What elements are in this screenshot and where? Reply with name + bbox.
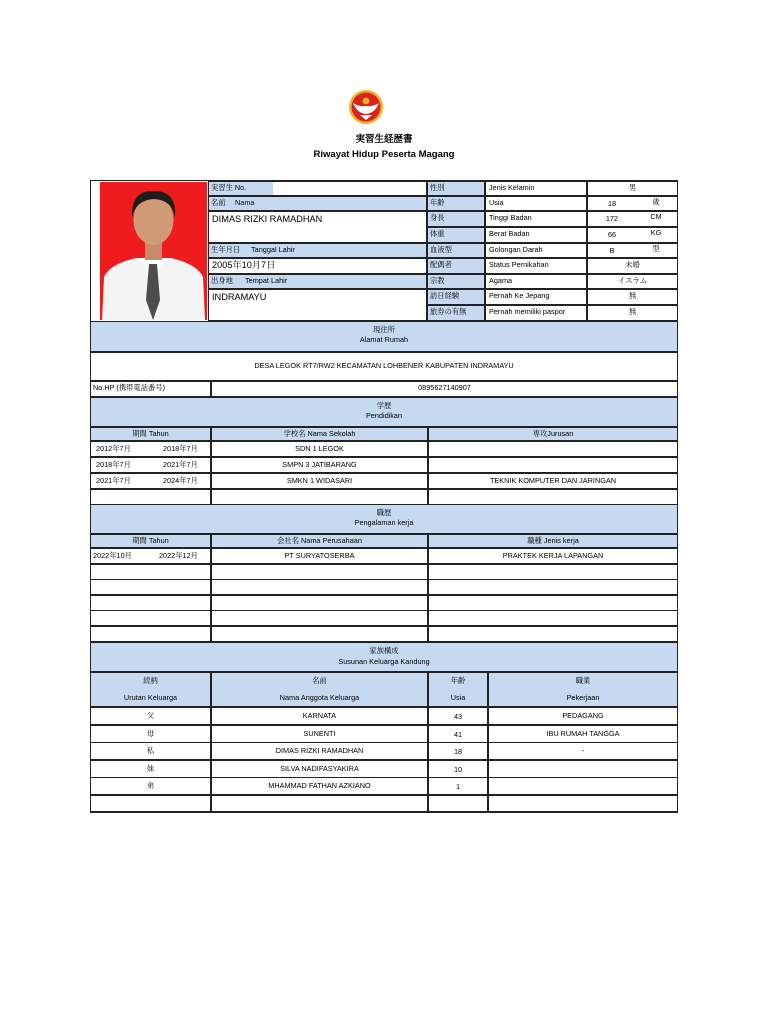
document-title-japanese: 実習生経歴書 <box>355 134 413 145</box>
work-col-company-label: 会社名 Nama Perusahaan <box>277 536 362 545</box>
education-school: SDN 1 LEGOK <box>295 444 344 453</box>
family-name-cell <box>211 795 428 813</box>
work-heading-id: Pengalaman kerja <box>354 518 414 527</box>
attribute-label-id: Tinggi Badan <box>489 213 532 222</box>
phone-value: 0895627140907 <box>418 383 471 392</box>
birthplace-value-cell <box>208 289 427 321</box>
attribute-label-jp: 性別 <box>430 183 445 192</box>
birthplace-label-id: Tempat Lahir <box>245 276 288 285</box>
attribute-label-id-cell <box>485 289 587 305</box>
address-heading <box>90 321 678 352</box>
attribute-label-id-cell <box>485 258 587 274</box>
attribute-label-id-cell <box>485 243 587 258</box>
attribute-label-id-cell <box>485 196 587 211</box>
family-member-name: KARNATA <box>302 711 337 720</box>
education-major-cell <box>428 489 678 505</box>
attribute-label-id: Status Pernikahan <box>489 260 549 269</box>
family-member-name: MHAMMAD FATHAN AZKIANO <box>268 781 371 790</box>
family-name-cell <box>211 742 428 760</box>
education-major-cell <box>428 441 678 457</box>
document-title-indonesian: Riwayat Hidup Peserta Magang <box>313 149 455 160</box>
work-heading <box>90 504 678 534</box>
family-relation-cell <box>90 777 211 795</box>
work-company: PT SURYATOSERBA <box>284 551 355 560</box>
family-col-job-id: Pekerjaan <box>566 693 600 702</box>
family-relation-cell <box>90 795 211 813</box>
family-name-cell <box>211 707 428 725</box>
family-member-age: 1 <box>455 782 461 791</box>
attribute-value: イスラム <box>617 276 648 285</box>
person-portrait-icon <box>100 182 207 320</box>
attribute-label-jp-cell <box>427 227 485 243</box>
family-member-age: 43 <box>453 712 463 721</box>
phone-label-cell <box>90 381 211 397</box>
family-col-name <box>211 672 428 707</box>
education-col-period-label: 期間 Tahun <box>132 429 169 438</box>
work-job-cell <box>428 610 678 626</box>
family-member-age: 18 <box>453 747 463 756</box>
family-member-job: PEDAGANG <box>562 711 604 720</box>
attribute-value-cell <box>587 211 678 227</box>
family-col-age <box>428 672 488 707</box>
family-name-cell <box>211 760 428 778</box>
address-heading-jp: 現住所 <box>373 325 395 334</box>
attribute-value: 無 <box>628 291 637 300</box>
family-relation: 弟 <box>146 781 155 790</box>
attribute-value: 172 <box>605 214 619 223</box>
attribute-label-jp-cell <box>427 274 485 289</box>
attribute-label-id: Golongan Darah <box>489 245 543 254</box>
family-job-cell <box>488 725 678 743</box>
family-col-name-id: Nama Anggota Keluarga <box>279 693 360 702</box>
family-col-name-jp: 名前 <box>312 676 327 685</box>
attribute-value-cell <box>587 289 678 305</box>
attribute-value: 無 <box>628 307 637 316</box>
work-job-cell <box>428 579 678 595</box>
education-start: 2018年7月 <box>96 460 131 469</box>
attribute-label-id: Usia <box>489 198 504 207</box>
education-start: 2012年7月 <box>96 444 131 453</box>
birthplace-label-jp: 出身地 <box>211 276 233 285</box>
family-relation: 父 <box>146 711 155 720</box>
family-col-age-id: Usia <box>450 693 466 702</box>
family-name-cell <box>211 777 428 795</box>
family-member-job: IBU RUMAH TANGGA <box>546 728 620 738</box>
family-relation-cell <box>90 707 211 725</box>
family-age-cell <box>428 725 488 743</box>
education-school: SMPN 3 JATIBARANG <box>282 460 357 469</box>
education-period-cell <box>90 473 211 489</box>
education-col-school-label: 学校名 Nama Sekolah <box>283 429 356 438</box>
attribute-value: 男 <box>628 183 637 192</box>
education-major-cell <box>428 473 678 489</box>
work-period-cell <box>90 595 211 611</box>
family-col-relation <box>90 672 211 707</box>
work-company-cell <box>211 579 428 595</box>
family-age-cell <box>428 777 488 795</box>
work-period-cell <box>90 579 211 595</box>
name-label-row <box>208 196 427 211</box>
attribute-label-jp-cell <box>427 181 485 196</box>
family-job-cell <box>488 777 678 795</box>
attribute-label-jp: 体重 <box>430 229 445 238</box>
attribute-value-cell <box>587 181 678 196</box>
education-school-cell <box>211 441 428 457</box>
attribute-value: B <box>609 246 615 255</box>
family-relation: 母 <box>146 728 155 738</box>
work-period-cell <box>90 610 211 626</box>
family-member-age: 41 <box>453 729 463 739</box>
attribute-value: 18 <box>607 199 617 208</box>
attribute-unit: CM <box>650 212 662 221</box>
family-age-cell <box>428 760 488 778</box>
education-heading-id: Pendidikan <box>365 411 403 420</box>
work-start: 2022年10月 <box>93 551 132 560</box>
work-job-cell <box>428 564 678 580</box>
birthplace-value: INDRAMAYU <box>212 292 267 302</box>
attribute-label-jp-cell <box>427 196 485 211</box>
family-relation-cell <box>90 742 211 760</box>
dob-value-cell <box>208 258 427 274</box>
attribute-label-id: Agama <box>489 276 513 285</box>
family-col-relation-id: Urutan Keluarga <box>123 693 178 702</box>
family-member-job: - <box>581 746 585 755</box>
work-company-cell <box>211 548 428 564</box>
work-col-job <box>428 534 678 548</box>
name-label-id: Nama <box>235 198 255 207</box>
attribute-label-id: Pernah Ke Jepang <box>489 291 550 300</box>
education-school: SMKN 1 WIDASARI <box>286 476 353 485</box>
work-company-cell <box>211 626 428 642</box>
attribute-label-jp: 宗教 <box>430 276 445 285</box>
education-heading <box>90 397 678 427</box>
attribute-value: 66 <box>607 230 617 239</box>
work-end: 2022年12月 <box>159 551 198 560</box>
work-col-company <box>211 534 428 548</box>
phone-value-cell <box>211 381 678 397</box>
name-value: DIMAS RIZKI RAMADHAN <box>212 214 323 224</box>
work-heading-jp: 職歴 <box>376 508 392 517</box>
education-heading-jp: 学歴 <box>376 401 392 410</box>
family-col-job-jp: 職業 <box>575 676 591 685</box>
work-period-cell <box>90 564 211 580</box>
attribute-label-jp: 年齢 <box>430 198 445 207</box>
education-col-major-label: 専攻Jurusan <box>532 429 574 438</box>
education-end: 2024年7月 <box>163 476 198 485</box>
education-period-cell <box>90 441 211 457</box>
attribute-label-id: Berat Badan <box>489 229 530 238</box>
applicant-photo <box>100 182 207 320</box>
education-major: TEKNIK KOMPUTER DAN JARINGAN <box>489 476 617 485</box>
education-period-cell <box>90 489 211 505</box>
education-start: 2021年7月 <box>96 476 131 485</box>
education-end: 2018年7月 <box>163 444 198 453</box>
attribute-label-jp-cell <box>427 258 485 274</box>
dob-label-row <box>208 243 427 258</box>
work-col-period-label: 期間 Tahun <box>132 536 169 545</box>
dob-value: 2005年10月7日 <box>212 260 276 270</box>
education-col-period <box>90 427 211 441</box>
address-heading-id: Alamat Rumah <box>359 335 409 344</box>
attribute-label-jp-cell <box>427 305 485 321</box>
attribute-label-id-cell <box>485 227 587 243</box>
family-relation: 妹 <box>146 763 155 773</box>
family-age-cell <box>428 742 488 760</box>
education-school-cell <box>211 473 428 489</box>
attribute-value-cell <box>587 243 678 258</box>
attribute-label-jp-cell <box>427 211 485 227</box>
attribute-label-jp: 旅券の有無 <box>430 307 467 316</box>
attribute-label-id-cell <box>485 181 587 196</box>
family-member-name: SILVA NADIFASYAKIRA <box>280 763 359 773</box>
attribute-label-jp: 訪日経験 <box>430 291 460 300</box>
trainee-number-row <box>208 181 427 196</box>
family-job-cell <box>488 742 678 760</box>
trainee-number-label: 実習生 No. <box>211 183 247 192</box>
address-value-cell <box>90 352 678 381</box>
family-member-name: SUNENTI <box>303 728 336 738</box>
work-col-job-label: 職種 Jenis kerja <box>527 536 579 545</box>
attribute-value-cell <box>587 196 678 211</box>
family-job-cell <box>488 707 678 725</box>
phone-label: No.HP (携帯電話番号) <box>93 383 166 392</box>
family-heading-jp: 家族構成 <box>369 646 399 655</box>
work-job-cell <box>428 595 678 611</box>
work-job-cell <box>428 626 678 642</box>
work-job-cell <box>428 548 678 564</box>
work-company-cell <box>211 610 428 626</box>
attribute-label-id: Jenis Kelamin <box>489 183 535 192</box>
family-member-name: DIMAS RIZKI RAMADHAN <box>275 746 364 755</box>
name-label-jp: 名前 <box>211 198 226 207</box>
family-job-cell <box>488 760 678 778</box>
education-school-cell <box>211 457 428 473</box>
name-value-cell <box>208 211 427 243</box>
family-heading-id: Susunan Keluarga Kandung <box>338 657 430 666</box>
birthplace-label-row <box>208 274 427 289</box>
attribute-label-id: Pernah memiliki paspor <box>489 307 566 316</box>
attribute-value-cell <box>587 227 678 243</box>
family-relation-cell <box>90 725 211 743</box>
family-relation: 私 <box>146 746 155 755</box>
organization-logo <box>348 89 384 125</box>
dob-label-id: Tanggal Lahir <box>251 245 295 254</box>
attribute-unit: 型 <box>652 244 660 253</box>
attribute-value-cell <box>587 258 678 274</box>
family-relation-cell <box>90 760 211 778</box>
attribute-label-jp: 身長 <box>430 213 445 222</box>
education-col-major <box>428 427 678 441</box>
work-period-cell <box>90 626 211 642</box>
attribute-label-id-cell <box>485 305 587 321</box>
family-member-age: 10 <box>453 764 463 774</box>
attribute-unit: KG <box>650 228 662 237</box>
work-job: PRAKTEK KERJA LAPANGAN <box>502 551 604 560</box>
attribute-value-cell <box>587 274 678 289</box>
education-period-cell <box>90 457 211 473</box>
attribute-label-jp-cell <box>427 289 485 305</box>
family-heading <box>90 642 678 672</box>
attribute-value-cell <box>587 305 678 321</box>
address-value: DESA LEGOK RT7/RW2 KECAMATAN LOHBENER KABUPATEN INDRAMAYU <box>254 361 514 370</box>
dob-label-jp: 生年月日 <box>211 245 241 254</box>
education-col-school <box>211 427 428 441</box>
attribute-unit: 歳 <box>652 197 660 206</box>
attribute-label-id-cell <box>485 211 587 227</box>
attribute-label-id-cell <box>485 274 587 289</box>
attribute-label-jp: 血液型 <box>430 245 452 254</box>
education-major-cell <box>428 457 678 473</box>
family-job-cell <box>488 795 678 813</box>
family-col-age-jp: 年齢 <box>450 676 466 685</box>
work-period-cell <box>90 548 211 564</box>
family-age-cell <box>428 707 488 725</box>
education-end: 2021年7月 <box>163 460 198 469</box>
family-col-job <box>488 672 678 707</box>
attribute-label-jp-cell <box>427 243 485 258</box>
family-age-cell <box>428 795 488 813</box>
family-col-relation-jp: 続柄 <box>143 676 158 685</box>
work-company-cell <box>211 564 428 580</box>
attribute-label-jp: 配偶者 <box>430 260 452 269</box>
attribute-value: 未婚 <box>625 260 640 269</box>
work-company-cell <box>211 595 428 611</box>
work-col-period <box>90 534 211 548</box>
family-name-cell <box>211 725 428 743</box>
education-school-cell <box>211 489 428 505</box>
